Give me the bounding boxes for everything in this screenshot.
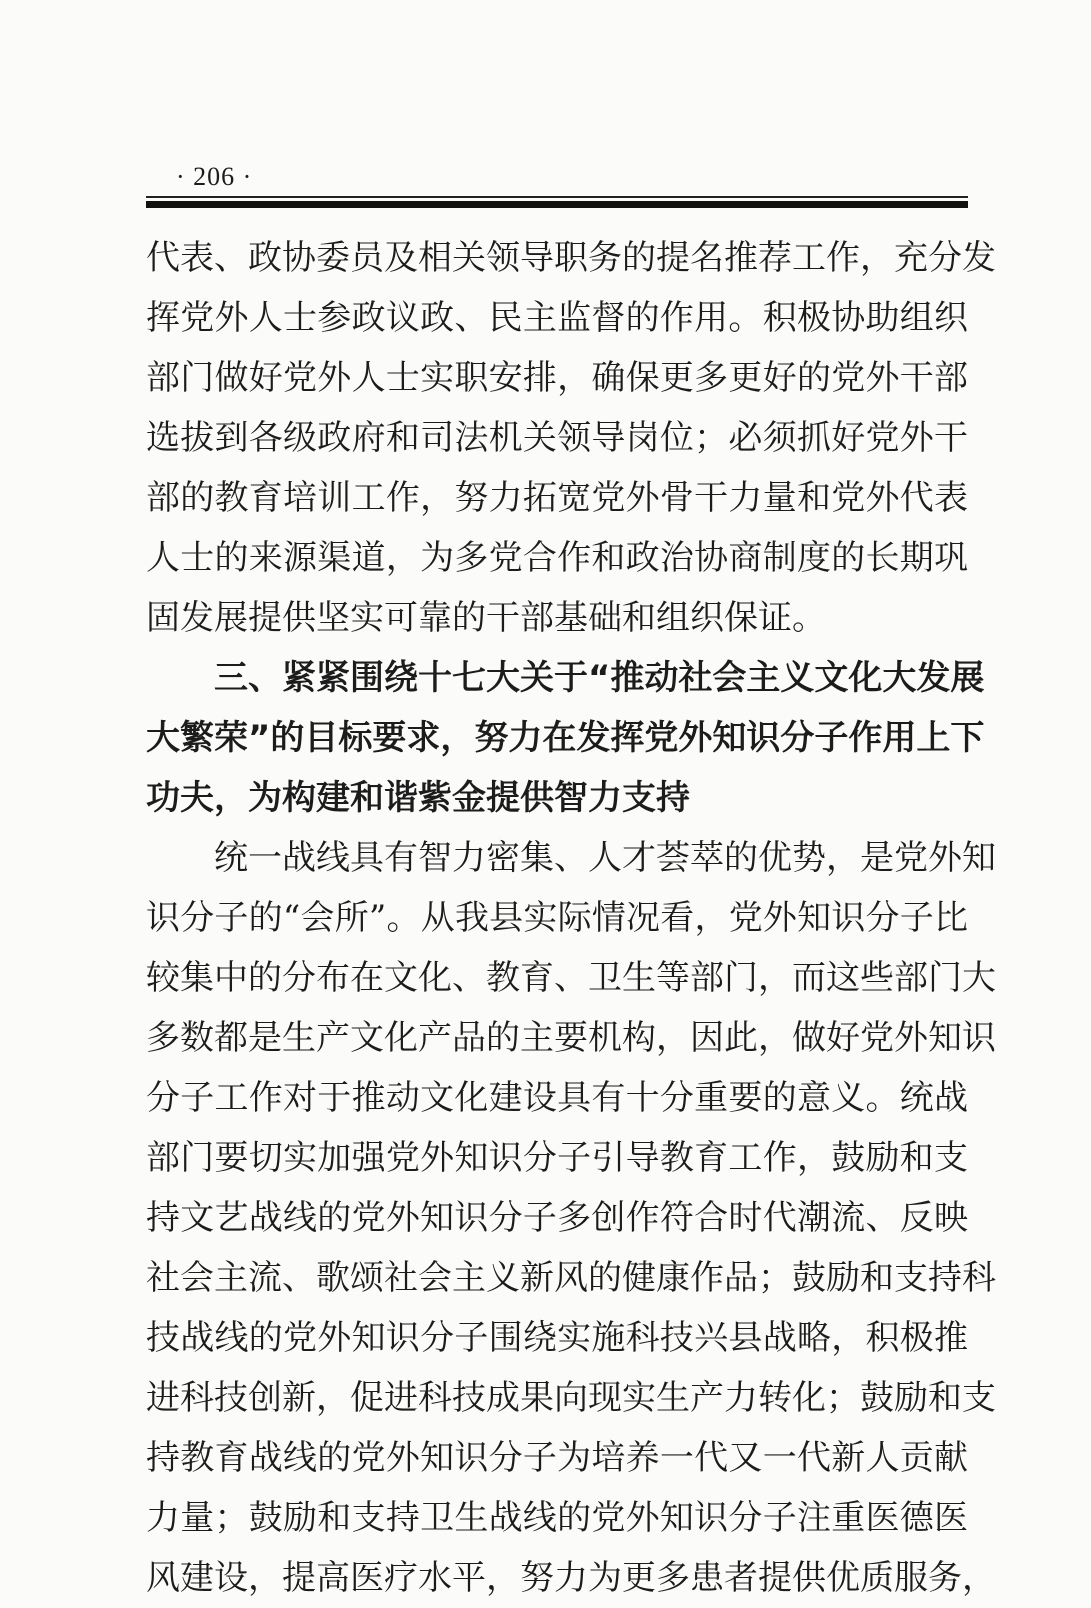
text-line: 社会主流、歌颂社会主义新风的健康作品；鼓励和支持科 — [146, 1258, 996, 1298]
header-rule-thick — [146, 201, 968, 208]
text-line: 持教育战线的党外知识分子为培养一代又一代新人贡献 — [146, 1438, 968, 1478]
paragraph-1 — [146, 228, 996, 648]
text-line: 力量；鼓励和支持卫生战线的党外知识分子注重医德医 — [146, 1498, 968, 1538]
section-heading — [146, 648, 985, 828]
text-line: 风建设，提高医疗水平，努力为更多患者提供优质服务， — [146, 1558, 996, 1598]
text-line: 选拔到各级政府和司法机关领导岗位；必须抓好党外干 — [146, 418, 968, 458]
heading-line: 功夫，为构建和谐紫金提供智力支持 — [146, 778, 690, 818]
heading-line: 大繁荣”的目标要求，努力在发挥党外知识分子作用上下 — [146, 718, 985, 758]
text-line: 技战线的党外知识分子围绕实施科技兴县战略，积极推 — [146, 1318, 968, 1358]
page-header — [146, 158, 968, 198]
text-line: 多数都是生产文化产品的主要机构，因此，做好党外知识 — [146, 1018, 996, 1058]
text-line: 进科技创新，促进科技成果向现实生产力转化；鼓励和支 — [146, 1378, 996, 1418]
text-line: 固发展提供坚实可靠的干部基础和组织保证。 — [146, 598, 826, 638]
page-number: · 206 · — [176, 162, 253, 191]
text-line: 人士的来源渠道，为多党合作和政治协商制度的长期巩 — [146, 538, 968, 578]
text-line: 持文艺战线的党外知识分子多创作符合时代潮流、反映 — [146, 1198, 968, 1238]
text-line: 部门要切实加强党外知识分子引导教育工作，鼓励和支 — [146, 1138, 968, 1178]
header-rule-thin — [146, 196, 968, 198]
paragraph-2 — [146, 828, 996, 1608]
text-line: 部的教育培训工作，努力拓宽党外骨干力量和党外代表 — [146, 478, 968, 518]
text-line: 较集中的分布在文化、教育、卫生等部门，而这些部门大 — [146, 958, 996, 998]
text-line: 挥党外人士参政议政、民主监督的作用。积极协助组织 — [146, 298, 968, 338]
text-line: 代表、政协委员及相关领导职务的提名推荐工作，充分发 — [146, 238, 996, 278]
text-line: 统一战线具有智力密集、人才荟萃的优势，是党外知 — [214, 838, 996, 878]
text-line: 部门做好党外人士实职安排，确保更多更好的党外干部 — [146, 358, 968, 398]
text-line: 分子工作对于推动文化建设具有十分重要的意义。统战 — [146, 1078, 968, 1118]
heading-line: 三、紧紧围绕十七大关于“推动社会主义文化大发展 — [214, 658, 985, 698]
page-body — [146, 228, 996, 1608]
text-line: 识分子的“会所”。从我县实际情况看，党外知识分子比 — [146, 898, 968, 938]
